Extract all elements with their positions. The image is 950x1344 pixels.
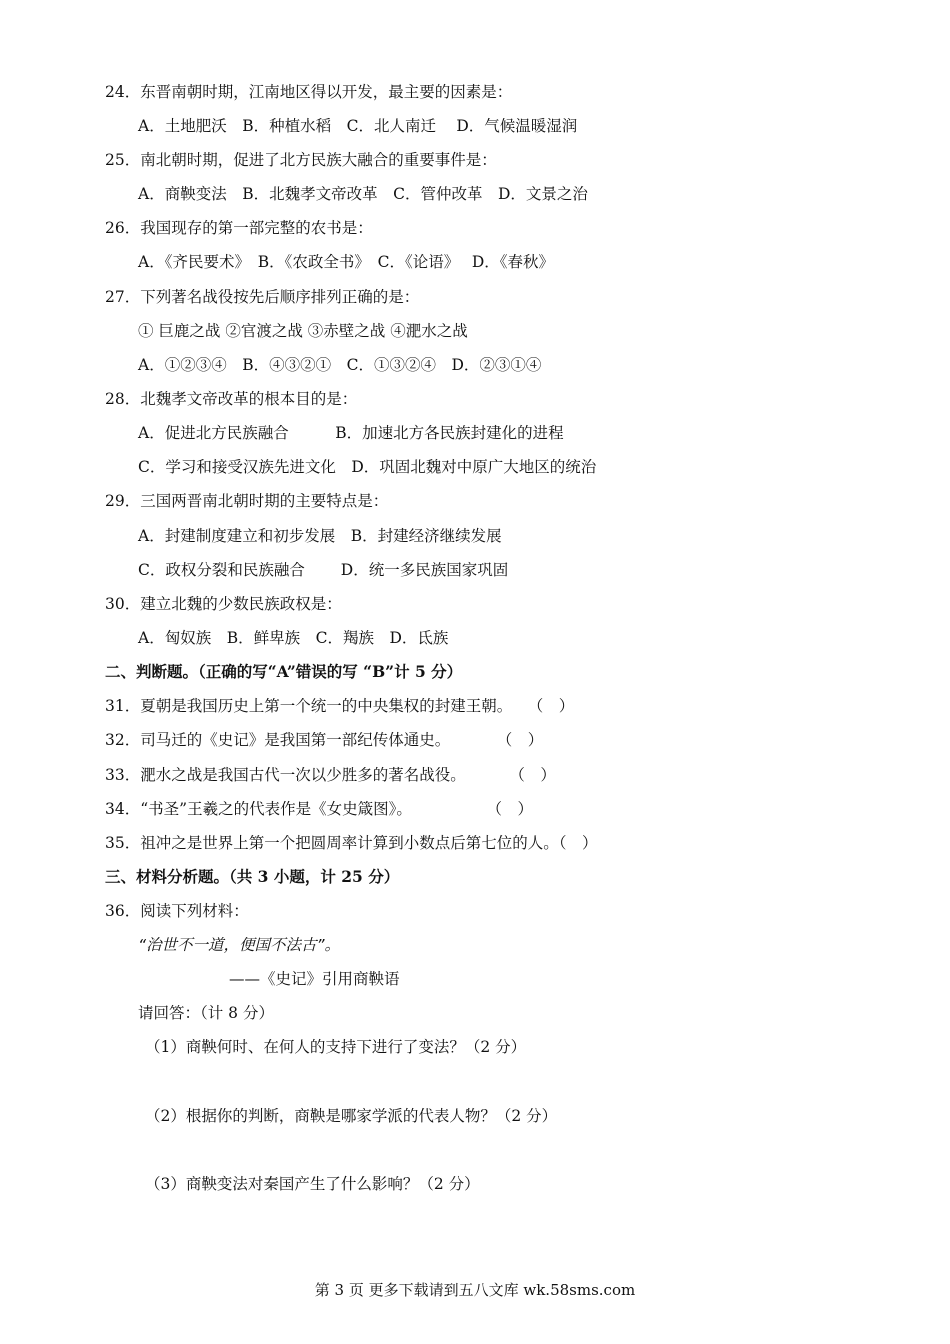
page-footer: 第 3 页 更多下载请到五八文库 wk.58sms.com	[314, 1281, 636, 1299]
question-24: 24．东晋南朝时期，江南地区得以开发，最主要的因素是：	[105, 83, 513, 101]
question-32: 32．司马迁的《史记》是我国第一部纪传体通史。 （ ）	[105, 731, 544, 749]
question-33: 33．淝水之战是我国古代一次以少胜多的著名战役。 （ ）	[105, 766, 556, 784]
subquestion-3: （3）商鞅变法对秦国产生了什么影响？（2 分）	[145, 1175, 480, 1193]
question-24-options: A．土地肥沃 B．种植水稻 C．北人南迁 D．气候温暖湿润	[138, 117, 578, 135]
question-27-items: ① 巨鹿之战 ②官渡之战 ③赤壁之战 ④淝水之战	[138, 322, 468, 340]
question-30: 30．建立北魏的少数民族政权是：	[105, 595, 342, 613]
question-27: 27．下列著名战役按先后顺序排列正确的是：	[105, 288, 420, 306]
question-28: 28．北魏孝文帝改革的根本目的是：	[105, 390, 358, 408]
question-27-options: A．①②③④ B．④③②① C．①③②④ D．②③①④	[138, 356, 542, 374]
question-29-options-ab: A．封建制度建立和初步发展 B．封建经济继续发展	[138, 527, 502, 545]
subquestion-2: （2）根据你的判断，商鞅是哪家学派的代表人物？（2 分）	[145, 1107, 558, 1125]
question-29: 29．三国两晋南北朝时期的主要特点是：	[105, 492, 389, 510]
question-35: 35．祖冲之是世界上第一个把圆周率计算到小数点后第七位的人。（ ）	[105, 834, 598, 852]
question-26: 26．我国现存的第一部完整的农书是：	[105, 219, 373, 237]
question-30-options: A．匈奴族 B．鲜卑族 C．羯族 D．氐族	[138, 629, 449, 647]
question-25: 25．南北朝时期，促进了北方民族大融合的重要事件是：	[105, 151, 497, 169]
question-28-options-ab: A．促进北方民族融合 B．加速北方各民族封建化的进程	[138, 424, 564, 442]
question-36: 36．阅读下列材料：	[105, 902, 249, 920]
question-26-options: A．《齐民要术》 B．《农政全书》 C．《论语》 D．《春秋》	[138, 253, 555, 271]
question-25-options: A．商鞅变法 B．北魏孝文帝改革 C．管仲改革 D．文景之治	[138, 185, 588, 203]
material-source: ——《史记》引用商鞅语	[229, 970, 400, 988]
subquestion-1: （1）商鞅何时、在何人的支持下进行了变法？（2 分）	[145, 1038, 527, 1056]
section-three-heading: 三、材料分析题。（共 3 小题，计 25 分）	[105, 867, 400, 886]
section-two-heading: 二、判断题。（正确的写“A”错误的写 “B”计 5 分）	[105, 662, 463, 681]
answer-prompt: 请回答：（计 8 分）	[138, 1004, 274, 1022]
question-31: 31．夏朝是我国历史上第一个统一的中央集权的封建王朝。 （ ）	[105, 697, 575, 715]
material-quote: “治世不一道，便国不法古”。	[138, 936, 341, 954]
question-34: 34．“书圣”王羲之的代表作是《女史箴图》。 （ ）	[105, 800, 534, 818]
question-28-options-cd: C．学习和接受汉族先进文化 D．巩固北魏对中原广大地区的统治	[138, 458, 597, 476]
question-29-options-cd: C．政权分裂和民族融合 D．统一多民族国家巩固	[138, 561, 509, 579]
